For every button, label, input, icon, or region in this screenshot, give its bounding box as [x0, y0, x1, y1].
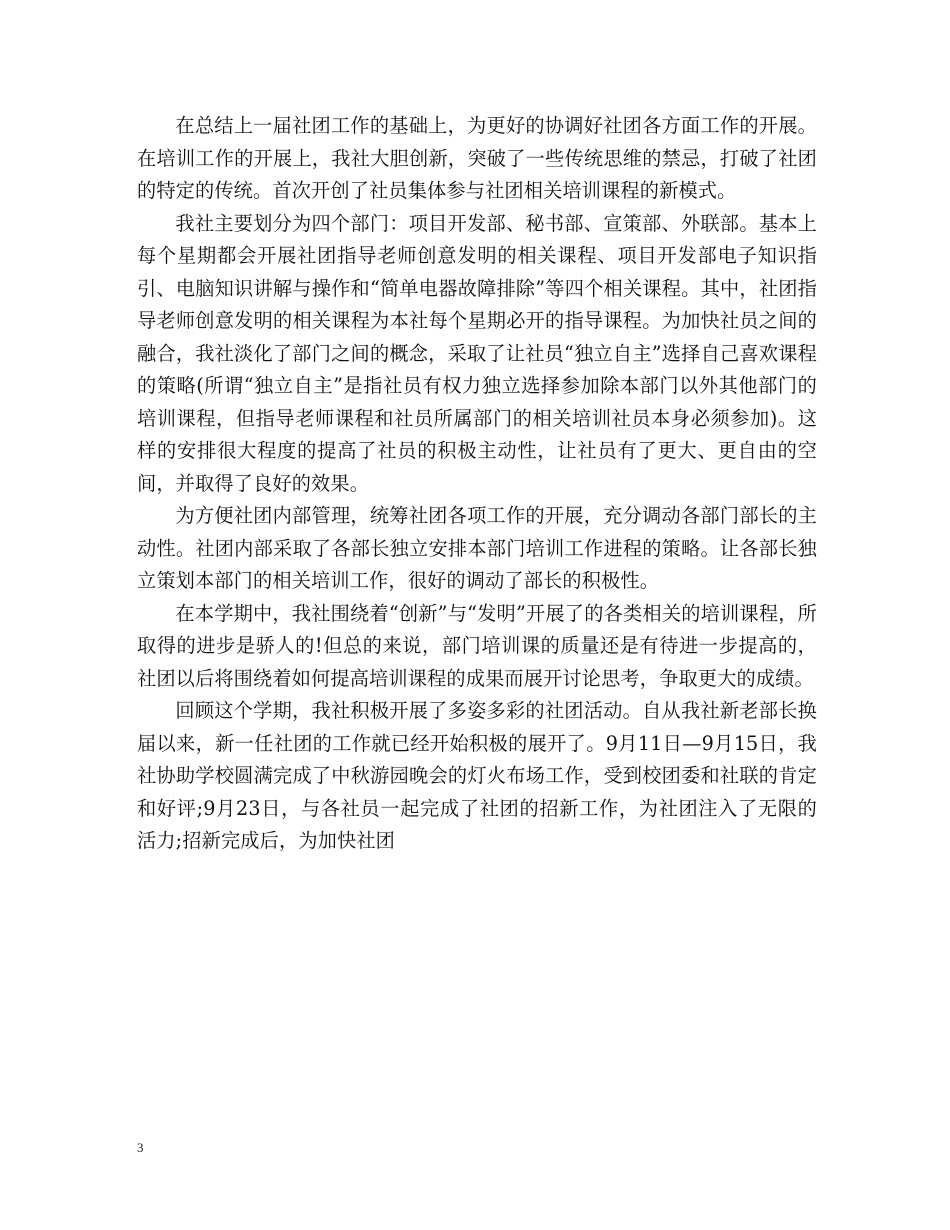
paragraph: 在总结上一届社团工作的基础上，为更好的协调好社团各方面工作的开展。在培训工作的开展上，我社大胆创新，突破了一些传统思维的禁忌，打破了社团的特定的传统。首次开创了社员集体参与社团相关培训课程的新模式。	[137, 114, 817, 202]
document-body	[137, 110, 817, 858]
paragraph: 为方便社团内部管理，统筹社团各项工作的开展，充分调动各部门部长的主动性。社团内部采取了各部长独立安排本部门培训工作进程的策略。让各部长独立策划本部门的相关培训工作，很好的调动了部长的积极性。	[137, 504, 817, 592]
paragraph: 回顾这个学期，我社积极开展了多姿多彩的社团活动。自从我社新老部长换届以来，新一任社团的工作就已经开始积极的展开了。9月11日—9月15日，我社协助学校圆满完成了中秋游园晚会的灯火布场工作，受到校团委和社联的肯定和好评;9月23日，与各社员一起完成了社团的招新工作，为社团注入了无限的活力;招新完成后，为加快社团	[137, 699, 817, 852]
paragraph: 我社主要划分为四个部门：项目开发部、秘书部、宣策部、外联部。基本上每个星期都会开展社团指导老师创意发明的相关课程、项目开发部电子知识指引、电脑知识讲解与操作和“简单电器故障排除”等四个相关课程。其中，社团指导老师创意发明的相关课程为本社每个星期必开的指导课程。为加快社员之间的融合，我社淡化了部门之间的概念，采取了让社员“独立自主”选择自己喜欢课程的策略(所谓“独立自主”是指社员有权力独立选择参加除本部门以外其他部门的培训课程，但指导老师课程和社员所属部门的相关培训社员本身必须参加)。这样的安排很大程度的提高了社员的积极主动性，让社员有了更大、更自由的空间，并取得了良好的效果。	[137, 211, 817, 495]
paragraph: 在本学期中，我社围绕着“创新”与“发明”开展了的各类相关的培训课程，所取得的进步是骄人的!但总的来说，部门培训课的质量还是有待进一步提高的，社团以后将围绕着如何提高培训课程的成果而展开讨论思考，争取更大的成绩。	[137, 601, 817, 690]
page-number: 3	[137, 1140, 144, 1155]
